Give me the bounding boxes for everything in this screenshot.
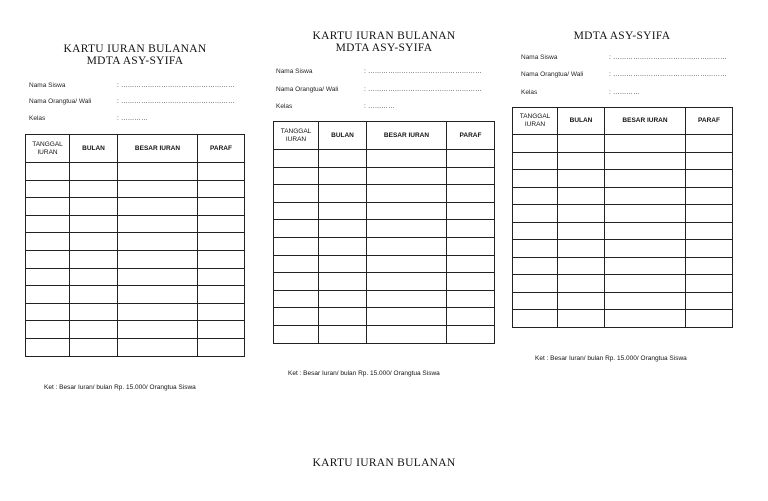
table-cell bbox=[319, 185, 367, 203]
table-cell bbox=[26, 215, 70, 233]
table-cell bbox=[70, 286, 118, 304]
table-row bbox=[26, 303, 245, 321]
table-cell bbox=[70, 338, 118, 356]
table-cell bbox=[319, 220, 367, 238]
table-row bbox=[26, 198, 245, 216]
table-row bbox=[26, 338, 245, 356]
table-row bbox=[26, 180, 245, 198]
table-cell bbox=[118, 180, 198, 198]
table-cell bbox=[70, 180, 118, 198]
table-row bbox=[513, 135, 733, 153]
table-cell bbox=[513, 222, 558, 240]
table-cell bbox=[686, 222, 733, 240]
table-row bbox=[274, 202, 495, 220]
table-cell bbox=[558, 170, 605, 188]
header-tanggal-iuran: TANGGAL IURAN bbox=[26, 135, 70, 163]
table-cell bbox=[686, 275, 733, 293]
table-cell bbox=[118, 163, 198, 181]
table-row bbox=[26, 250, 245, 268]
table-row bbox=[513, 170, 733, 188]
header-paraf: PARAF bbox=[686, 108, 733, 135]
table-cell bbox=[447, 220, 495, 238]
table-row bbox=[513, 222, 733, 240]
table-cell bbox=[605, 310, 686, 328]
field-value-nama-orangtua: : …………………………………………… bbox=[364, 86, 482, 93]
table-cell bbox=[70, 163, 118, 181]
table-cell bbox=[274, 185, 319, 203]
table-cell bbox=[70, 268, 118, 286]
header-bulan: BULAN bbox=[319, 122, 367, 150]
table-cell bbox=[605, 257, 686, 275]
table-cell bbox=[558, 205, 605, 223]
card-title-line1: KARTU IURAN BULANAN bbox=[312, 30, 456, 42]
table-cell bbox=[26, 338, 70, 356]
table-row bbox=[513, 187, 733, 205]
table-row bbox=[513, 152, 733, 170]
table-cell bbox=[118, 198, 198, 216]
table-cell bbox=[686, 310, 733, 328]
table-cell bbox=[558, 152, 605, 170]
table-cell bbox=[198, 180, 245, 198]
iuran-table bbox=[25, 134, 245, 357]
table-cell bbox=[513, 152, 558, 170]
field-value-nama-siswa: : …………………………………………… bbox=[117, 82, 235, 89]
table-cell bbox=[319, 202, 367, 220]
table-cell bbox=[558, 187, 605, 205]
table-cell bbox=[558, 135, 605, 153]
table-cell bbox=[118, 250, 198, 268]
table-cell bbox=[513, 240, 558, 258]
table-cell bbox=[513, 135, 558, 153]
table-cell bbox=[447, 255, 495, 273]
table-row bbox=[274, 290, 495, 308]
table-cell bbox=[118, 286, 198, 304]
iuran-card-2 bbox=[272, 0, 496, 400]
field-label-kelas: Kelas bbox=[276, 103, 293, 110]
table-cell bbox=[367, 237, 447, 255]
table-cell bbox=[274, 220, 319, 238]
iuran-card-1 bbox=[24, 0, 246, 400]
field-label-kelas: Kelas bbox=[521, 89, 538, 96]
header-bulan: BULAN bbox=[558, 108, 605, 135]
table-cell bbox=[558, 240, 605, 258]
field-value-nama-siswa: : …………………………………………… bbox=[364, 68, 482, 75]
table-cell bbox=[367, 202, 447, 220]
table-cell bbox=[558, 310, 605, 328]
table-cell bbox=[198, 338, 245, 356]
table-cell bbox=[367, 185, 447, 203]
table-cell bbox=[605, 170, 686, 188]
table-row bbox=[513, 205, 733, 223]
table-cell bbox=[70, 303, 118, 321]
table-cell bbox=[367, 290, 447, 308]
table-cell bbox=[513, 310, 558, 328]
table-cell bbox=[558, 275, 605, 293]
header-tanggal-iuran: TANGGAL IURAN bbox=[513, 108, 558, 135]
table-cell bbox=[26, 163, 70, 181]
table-cell bbox=[319, 237, 367, 255]
table-cell bbox=[198, 198, 245, 216]
field-label-kelas: Kelas bbox=[29, 115, 46, 122]
table-cell bbox=[447, 167, 495, 185]
header-tanggal-iuran: TANGGAL IURAN bbox=[274, 122, 319, 150]
table-cell bbox=[367, 167, 447, 185]
table-cell bbox=[70, 250, 118, 268]
table-cell bbox=[686, 187, 733, 205]
card-title-line2: MDTA ASY-SYIFA bbox=[335, 42, 433, 54]
table-cell bbox=[198, 250, 245, 268]
field-value-kelas: : ………… bbox=[364, 103, 395, 110]
table-cell bbox=[198, 163, 245, 181]
table-cell bbox=[319, 167, 367, 185]
table-row bbox=[26, 163, 245, 181]
table-cell bbox=[513, 275, 558, 293]
fee-note: Ket : Besar Iuran/ bulan Rp. 15.000/ Orangtua Siswa bbox=[44, 384, 196, 391]
table-cell bbox=[686, 292, 733, 310]
card-title-line1: MDTA ASY-SYIFA bbox=[573, 30, 671, 42]
fee-note: Ket : Besar Iuran/ bulan Rp. 15.000/ Orangtua Siswa bbox=[535, 355, 687, 362]
table-cell bbox=[447, 308, 495, 326]
table-row bbox=[513, 240, 733, 258]
table-cell bbox=[367, 150, 447, 168]
table-row bbox=[274, 308, 495, 326]
header-besar-iuran: BESAR IURAN bbox=[367, 122, 447, 150]
table-row bbox=[513, 257, 733, 275]
table-row bbox=[274, 150, 495, 168]
field-label-nama-siswa: Nama Siswa bbox=[521, 54, 558, 61]
header-besar-iuran: BESAR IURAN bbox=[118, 135, 198, 163]
table-row bbox=[26, 215, 245, 233]
table-header-row bbox=[26, 135, 245, 163]
table-cell bbox=[198, 215, 245, 233]
fee-note: Ket : Besar Iuran/ bulan Rp. 15.000/ Orangtua Siswa bbox=[288, 370, 440, 377]
field-value-nama-siswa: : …………………………………………… bbox=[609, 54, 727, 61]
table-cell bbox=[513, 205, 558, 223]
table-cell bbox=[274, 167, 319, 185]
table-cell bbox=[513, 170, 558, 188]
table-cell bbox=[274, 255, 319, 273]
table-cell bbox=[274, 325, 319, 343]
iuran-table bbox=[273, 121, 495, 344]
table-row bbox=[274, 273, 495, 291]
table-cell bbox=[319, 273, 367, 291]
table-cell bbox=[198, 233, 245, 251]
table-cell bbox=[367, 308, 447, 326]
table-cell bbox=[118, 268, 198, 286]
field-value-kelas: : ………… bbox=[609, 89, 640, 96]
table-cell bbox=[118, 338, 198, 356]
table-header-row bbox=[513, 108, 733, 135]
field-value-kelas: : ………… bbox=[117, 115, 148, 122]
field-value-nama-orangtua: : …………………………………………… bbox=[609, 71, 727, 78]
table-cell bbox=[26, 233, 70, 251]
table-cell bbox=[198, 303, 245, 321]
table-cell bbox=[319, 255, 367, 273]
field-value-nama-orangtua: : …………………………………………… bbox=[117, 98, 235, 105]
table-header-row bbox=[274, 122, 495, 150]
table-cell bbox=[447, 273, 495, 291]
table-cell bbox=[558, 257, 605, 275]
iuran-table bbox=[512, 107, 733, 328]
card-title-line1: KARTU IURAN BULANAN bbox=[63, 43, 207, 55]
table-cell bbox=[686, 135, 733, 153]
table-row bbox=[26, 233, 245, 251]
table-cell bbox=[198, 268, 245, 286]
table-cell bbox=[319, 325, 367, 343]
table-row bbox=[26, 286, 245, 304]
table-cell bbox=[274, 202, 319, 220]
table-cell bbox=[513, 292, 558, 310]
table-row bbox=[513, 275, 733, 293]
table-cell bbox=[447, 325, 495, 343]
table-row bbox=[274, 167, 495, 185]
table-row bbox=[274, 220, 495, 238]
table-cell bbox=[319, 290, 367, 308]
table-cell bbox=[26, 303, 70, 321]
table-cell bbox=[26, 321, 70, 339]
table-cell bbox=[70, 321, 118, 339]
table-cell bbox=[447, 237, 495, 255]
table-cell bbox=[70, 233, 118, 251]
table-cell bbox=[274, 273, 319, 291]
table-cell bbox=[686, 170, 733, 188]
table-cell bbox=[513, 257, 558, 275]
table-cell bbox=[274, 308, 319, 326]
table-cell bbox=[274, 290, 319, 308]
next-card-title: KARTU IURAN BULANAN bbox=[312, 457, 456, 469]
table-cell bbox=[605, 275, 686, 293]
table-cell bbox=[605, 187, 686, 205]
table-cell bbox=[26, 180, 70, 198]
table-cell bbox=[26, 250, 70, 268]
table-cell bbox=[558, 292, 605, 310]
card-title-line2: MDTA ASY-SYIFA bbox=[86, 55, 184, 67]
iuran-card-3 bbox=[511, 0, 733, 400]
table-row bbox=[513, 292, 733, 310]
table-row bbox=[274, 237, 495, 255]
table-cell bbox=[605, 135, 686, 153]
table-cell bbox=[367, 255, 447, 273]
table-cell bbox=[686, 152, 733, 170]
table-row bbox=[26, 268, 245, 286]
table-cell bbox=[605, 222, 686, 240]
table-cell bbox=[26, 286, 70, 304]
table-cell bbox=[513, 187, 558, 205]
table-row bbox=[26, 321, 245, 339]
table-cell bbox=[447, 185, 495, 203]
table-cell bbox=[686, 205, 733, 223]
table-cell bbox=[70, 198, 118, 216]
table-cell bbox=[686, 257, 733, 275]
table-cell bbox=[274, 237, 319, 255]
table-cell bbox=[198, 321, 245, 339]
table-cell bbox=[118, 233, 198, 251]
table-cell bbox=[605, 292, 686, 310]
table-cell bbox=[319, 308, 367, 326]
field-label-nama-orangtua: Nama Orangtua/ Wali bbox=[29, 98, 92, 105]
table-cell bbox=[605, 205, 686, 223]
table-cell bbox=[26, 198, 70, 216]
table-cell bbox=[367, 273, 447, 291]
table-cell bbox=[447, 150, 495, 168]
table-row bbox=[274, 185, 495, 203]
header-besar-iuran: BESAR IURAN bbox=[605, 108, 686, 135]
table-cell bbox=[558, 222, 605, 240]
table-cell bbox=[70, 215, 118, 233]
table-cell bbox=[118, 321, 198, 339]
table-row bbox=[274, 255, 495, 273]
table-cell bbox=[319, 150, 367, 168]
table-cell bbox=[686, 240, 733, 258]
table-cell bbox=[367, 220, 447, 238]
table-cell bbox=[198, 286, 245, 304]
table-row bbox=[274, 325, 495, 343]
table-cell bbox=[447, 290, 495, 308]
header-paraf: PARAF bbox=[447, 122, 495, 150]
table-row bbox=[513, 310, 733, 328]
table-cell bbox=[447, 202, 495, 220]
table-cell bbox=[26, 268, 70, 286]
table-cell bbox=[118, 303, 198, 321]
field-label-nama-siswa: Nama Siswa bbox=[29, 82, 66, 89]
field-label-nama-orangtua: Nama Orangtua/ Wali bbox=[521, 71, 584, 78]
table-cell bbox=[605, 152, 686, 170]
table-cell bbox=[605, 240, 686, 258]
table-cell bbox=[367, 325, 447, 343]
field-label-nama-siswa: Nama Siswa bbox=[276, 68, 313, 75]
header-paraf: PARAF bbox=[198, 135, 245, 163]
field-label-nama-orangtua: Nama Orangtua/ Wali bbox=[276, 86, 339, 93]
table-cell bbox=[274, 150, 319, 168]
header-bulan: BULAN bbox=[70, 135, 118, 163]
table-cell bbox=[118, 215, 198, 233]
